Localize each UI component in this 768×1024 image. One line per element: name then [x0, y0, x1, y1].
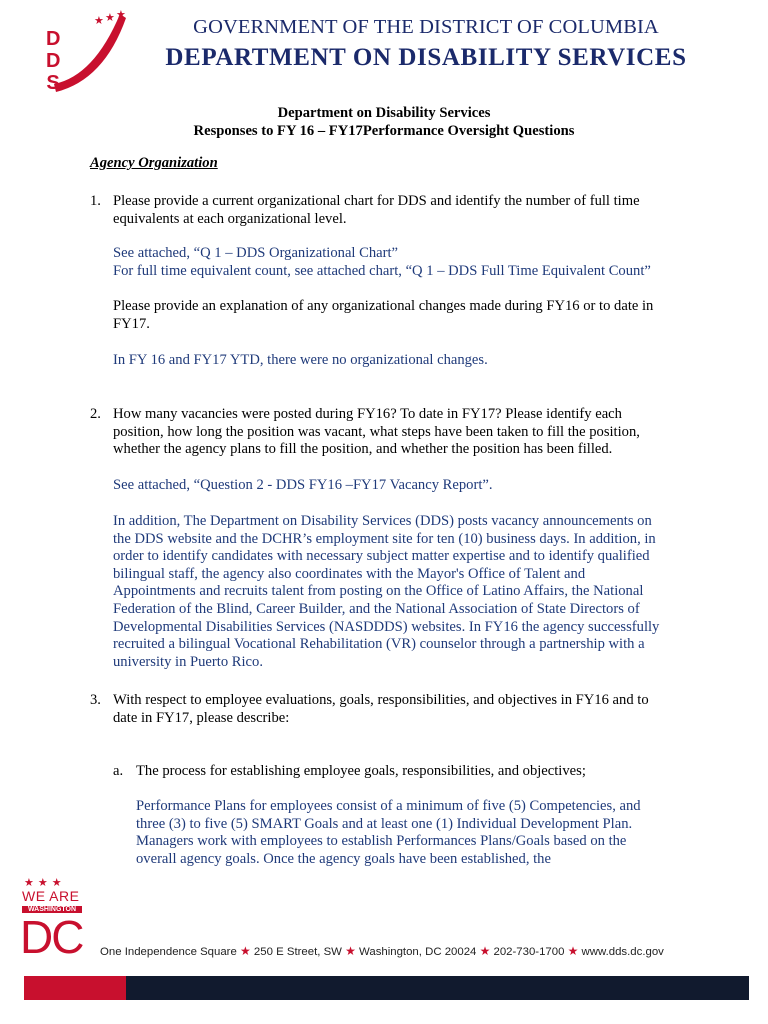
q2-answer-2-line: Appointments and recruits talent from posting on the Office of Latino Affairs, the National [113, 583, 644, 600]
q3-question-line: With respect to employee evaluations, goals, responsibilities, and objectives in FY16 and to [113, 692, 649, 708]
department-title: DEPARTMENT ON DISABILITY SERVICES [165, 44, 687, 71]
footer-address [100, 944, 664, 958]
logo-text: DDS [46, 28, 61, 94]
logo-we-are: WE ARE [22, 888, 80, 904]
footer-bar-red [24, 976, 126, 1000]
q1-answer-line: See attached, “Q 1 – DDS Organizational Chart” [113, 245, 399, 261]
logo-dc: DC [20, 911, 83, 963]
q2-question-line: position, how long the position was vacant, what steps have been taken to fill the position, [113, 423, 640, 440]
q1-number: 1. [90, 193, 101, 209]
q1-question-2 [113, 298, 653, 333]
address-street: 250 E Street, SW [253, 946, 342, 958]
q2-answer-2-line: university in Puerto Rico. [113, 653, 263, 670]
q2-answer-2-line: order to identify candidates with necessary subject matter expertise and to identify qualified [113, 548, 650, 565]
star-icon: ★ [239, 944, 251, 958]
star-icon: ★ [479, 944, 491, 958]
footer-logo-star-3: ★ [51, 876, 66, 889]
q2-answer-2-line: Developmental Disabilities Services (NASDDDS) websites. In FY16 the agency successfully [113, 618, 660, 635]
logo-star-3: ★ [116, 8, 126, 21]
star-icon: ★ [567, 944, 579, 958]
q1-question [113, 193, 640, 228]
q3a-answer-line: Performance Plans for employees consist of a minimum of five (5) Competencies, and [136, 798, 641, 814]
q2-question [113, 406, 640, 459]
q2-answer-2-line: Federation of the Blind, Career Builder, and the National Association of State Directors of [113, 600, 640, 617]
document-subheading: Responses to FY 16 – FY17Performance Oversight Questions [193, 123, 575, 139]
q3a-answer-line: Managers work with employees to establish Performances Plans/Goals based on the [136, 833, 627, 850]
q2-question-line: whether the agency plans to fill the position, and whether the position has been filled. [113, 441, 613, 458]
address-city: Washington, DC 20024 [359, 946, 477, 958]
logo-star-2: ★ [105, 11, 115, 24]
government-title: GOVERNMENT OF THE DISTRICT OF COLUMBIA [193, 16, 659, 38]
logo-star-1: ★ [94, 14, 104, 27]
star-icon: ★ [345, 944, 356, 958]
footer-logo-star-2: ★ [37, 876, 52, 889]
footer-bar-navy [126, 976, 749, 1000]
q3-question-line: date in FY17, please describe: [113, 709, 290, 726]
q2-answer-2 [113, 513, 659, 671]
logo-letters [46, 28, 68, 94]
q2-answer-2-line: In addition, The Department on Disability Services (DDS) posts vacancy announcements on [113, 513, 652, 529]
we-are-dc-logo [22, 876, 86, 964]
q3a-answer [136, 798, 641, 868]
address-website: www.dds.dc.gov [581, 946, 664, 958]
document-heading: Department on Disability Services [277, 105, 491, 121]
q1-answer-2: In FY 16 and FY17 YTD, there were no organizational changes. [113, 352, 488, 368]
q1-question-line: equivalents at each organizational level. [113, 210, 347, 227]
address-building: One Independence Square [100, 946, 237, 958]
q2-question-line: How many vacancies were posted during FY16? To date in FY17? Please identify each [113, 406, 622, 422]
q3a-question: The process for establishing employee goals, responsibilities, and objectives; [136, 763, 586, 779]
q3a-answer-line: three (3) to five (5) SMART Goals and at least one (1) Individual Development Plan. [136, 815, 633, 832]
q2-answer-2-line: recruited a bilingual Vocational Rehabilitation (VR) counselor through a partnership with a [113, 636, 645, 653]
q3-number: 3. [90, 692, 101, 708]
q3a-letter: a. [113, 763, 124, 779]
footer-logo-star-1: ★ [24, 876, 38, 889]
q2-number: 2. [90, 406, 101, 422]
q3-question [113, 692, 649, 727]
logo-washington: WASHINGTON [22, 906, 82, 913]
section-title: Agency Organization [90, 155, 218, 171]
dds-logo [34, 6, 134, 100]
q1-question-line: Please provide a current organizational chart for DDS and identify the number of full time [113, 193, 640, 209]
q1-answer [113, 245, 651, 280]
q1-answer-line: For full time equivalent count, see attached chart, “Q 1 – DDS Full Time Equivalent Count” [113, 262, 651, 279]
q2-answer-2-line: bilingual staff, the agency also coordinates with the Mayor's Office of Talent and [113, 565, 586, 582]
q3a-answer-line: overall agency goals. Once the agency goals have been established, the [136, 850, 551, 867]
address-phone: 202-730-1700 [493, 946, 565, 958]
q1-question-2-line: Please provide an explanation of any organizational changes made during FY16 or to date in [113, 298, 654, 314]
q2-answer-2-line: the DDS website and the DCHR’s employment site for ten (10) business days. In addition, in [113, 530, 656, 547]
q2-answer: See attached, “Question 2 - DDS FY16 –FY17 Vacancy Report”. [113, 477, 493, 493]
q1-question-2-line: FY17. [113, 315, 150, 332]
